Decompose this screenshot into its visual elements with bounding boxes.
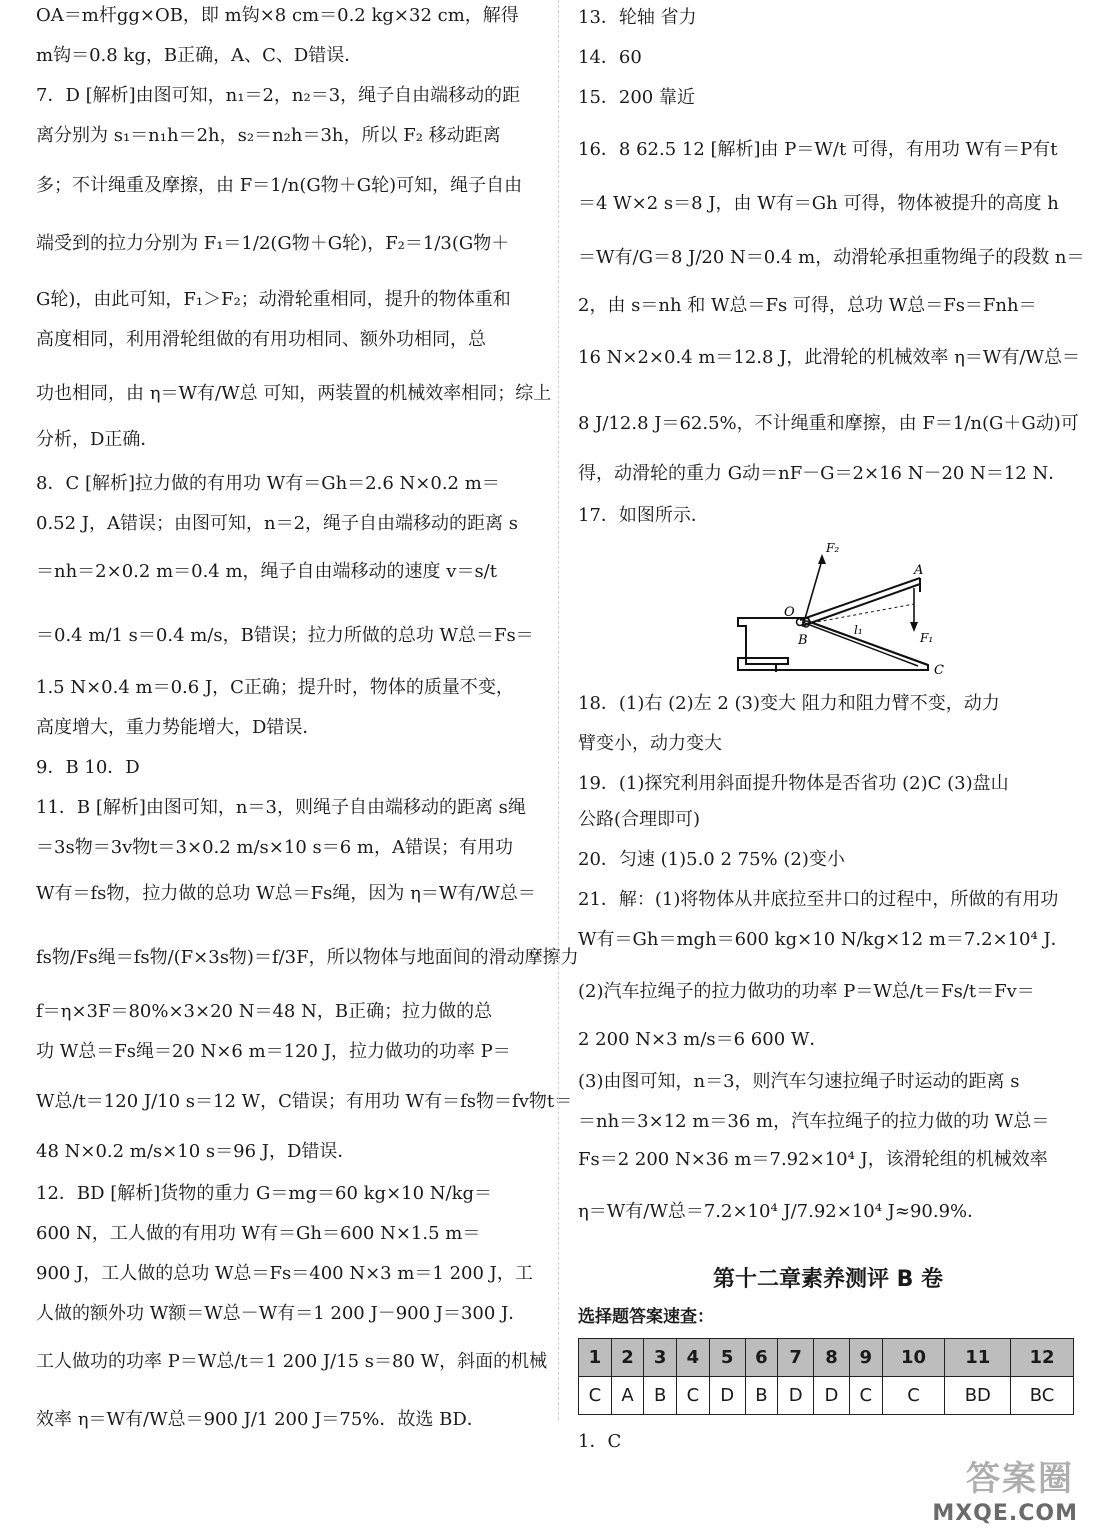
answer-cell: C — [849, 1377, 882, 1415]
text-line: ＝nh＝2×0.2 m＝0.4 m，绳子自由端移动的速度 v＝s/t — [36, 561, 497, 582]
question-number-cell: 7 — [778, 1339, 814, 1377]
text-line: 20．匀速 (1)5.0 2 75% (2)变小 — [578, 849, 845, 870]
text-line: 功 W总＝Fs绳＝20 N×6 m＝120 J，拉力做功的功率 P＝ — [36, 1041, 511, 1062]
question-number-cell: 2 — [611, 1339, 644, 1377]
text-line: 2 200 N×3 m/s＝6 600 W． — [578, 1029, 828, 1050]
text-line: 14．60 — [578, 47, 642, 68]
question-number-cell: 6 — [745, 1339, 778, 1377]
question-number-cell: 11 — [945, 1339, 1011, 1377]
text-line: G轮)，由此可知，F₁＞F₂；动滑轮重相同，提升的物体重和 — [36, 289, 511, 310]
text-line: 15．200 靠近 — [578, 87, 695, 108]
label-f1: F₁ — [920, 631, 934, 645]
text-line: 8．C [解析]拉力做的有用功 W有＝Gh＝2.6 N×0.2 m＝ — [36, 473, 500, 494]
text-line: 2，由 s＝nh 和 W总＝Fs 可得，总功 W总＝Fs＝Fnh＝ — [578, 295, 1037, 316]
label-c: C — [934, 663, 944, 678]
question-number-cell: 9 — [849, 1339, 882, 1377]
text-line: 工人做功的功率 P＝W总/t＝1 200 J/15 s＝80 W，斜面的机械 — [36, 1351, 548, 1372]
text-line: (3)由图可知，n＝3，则汽车匀速拉绳子时运动的距离 s — [578, 1071, 1020, 1092]
text-line: η＝W有/W总＝7.2×10⁴ J/7.92×10⁴ J≈90.9%． — [578, 1201, 986, 1222]
text-line: 多；不计绳重及摩擦，由 F＝1/n(G物＋G轮)可知，绳子自由 — [36, 175, 523, 196]
text-line: 臂变小，动力变大 — [578, 733, 722, 754]
text-line: OA＝m杆gg×OB，即 m钩×8 cm＝0.2 kg×32 cm，解得 — [36, 5, 519, 26]
answer-key-heading: 选择题答案速查： — [578, 1307, 714, 1327]
label-b: B — [798, 633, 808, 648]
question-number-cell: 12 — [1011, 1339, 1074, 1377]
text-line: 高度增大，重力势能增大，D错误． — [36, 717, 321, 738]
text-line: 7．D [解析]由图可知，n₁＝2，n₂＝3，绳子自由端移动的距 — [36, 85, 521, 106]
text-line: 功也相同，由 η＝W有/W总 可知，两装置的机械效率相同；综上 — [36, 383, 552, 404]
text-line: W有＝Gh＝mgh＝600 kg×10 N/kg×12 m＝7.2×10⁴ J． — [578, 929, 1069, 950]
text-line: fs物/Fs绳＝fs物/(F×3s物)＝f/3F，所以物体与地面间的滑动摩擦力 — [36, 947, 579, 968]
answer-cell: D — [814, 1377, 850, 1415]
text-line: ＝nh＝3×12 m＝36 m，汽车拉绳子的拉力做的功 W总＝ — [578, 1111, 1050, 1132]
text-line: 1.5 N×0.4 m＝0.6 J，C正确；提升时，物体的质量不变， — [36, 677, 514, 698]
question-number-cell: 3 — [644, 1339, 677, 1377]
text-line: 16．8 62.5 12 [解析]由 P＝W/t 可得，有用功 W有＝P有t — [578, 139, 1058, 160]
text-line: 13．轮轴 省力 — [578, 7, 697, 28]
answer-cell: A — [611, 1377, 644, 1415]
text-line: f＝η×3F＝80%×3×20 N＝48 N，B正确；拉力做的总 — [36, 1001, 493, 1022]
question-number-cell: 10 — [882, 1339, 945, 1377]
text-line: ＝0.4 m/1 s＝0.4 m/s，B错误；拉力所做的总功 W总＝Fs＝ — [36, 625, 534, 646]
label-a: A — [914, 563, 924, 578]
text-line: 0.52 J，A错误；由图可知，n＝2，绳子自由端移动的距离 s — [36, 513, 519, 534]
answer-cell: C — [882, 1377, 945, 1415]
answer-cell: C — [579, 1377, 612, 1415]
text-line: ＝3s物＝3v物t＝3×0.2 m/s×10 s＝6 m，A错误；有用功 — [36, 837, 513, 858]
column-divider — [558, 0, 559, 1420]
text-line: (2)汽车拉绳子的拉力做功的功率 P＝W总/t＝Fs/t＝Fv＝ — [578, 981, 1035, 1002]
watermark-url: MXQE.COM — [932, 1501, 1078, 1526]
watermark-logo: 答案圈 — [966, 1459, 1074, 1499]
text-line: 11．B [解析]由图可知，n＝3，则绳子自由端移动的距离 s绳 — [36, 797, 526, 818]
text-line: 16 N×2×0.4 m＝12.8 J，此滑轮的机械效率 η＝W有/W总＝ — [578, 347, 1080, 368]
question-number-cell: 1 — [579, 1339, 612, 1377]
text-line: m钩＝0.8 kg，B正确，A、C、D错误． — [36, 45, 363, 66]
text-line: 人做的额外功 W额＝W总－W有＝1 200 J－900 J＝300 J． — [36, 1303, 527, 1324]
text-line: 600 N，工人做的有用功 W有＝Gh＝600 N×1.5 m＝ — [36, 1223, 481, 1244]
label-f2: F₂ — [826, 541, 840, 555]
text-line: 8 J/12.8 J＝62.5%，不计绳重和摩擦，由 F＝1/n(G＋G动)可 — [578, 413, 1079, 434]
text-line: ＝4 W×2 s＝8 J，由 W有＝Gh 可得，物体被提升的高度 h — [578, 193, 1059, 214]
answer-cell: B — [644, 1377, 677, 1415]
text-line: W有＝fs物，拉力做的总功 W总＝Fs绳，因为 η＝W有/W总＝ — [36, 883, 536, 904]
answer-cell: D — [709, 1377, 745, 1415]
text-line: 21．解：(1)将物体从井底拉至井口的过程中，所做的有用功 — [578, 889, 1059, 910]
text-line: 12．BD [解析]货物的重力 G＝mg＝60 kg×10 N/kg＝ — [36, 1183, 493, 1204]
text-line: 19．(1)探究利用斜面提升物体是否省功 (2)C (3)盘山 — [578, 773, 1009, 794]
label-l1: l₁ — [854, 623, 863, 637]
text-line: 48 N×0.2 m/s×10 s＝96 J，D错误． — [36, 1141, 356, 1162]
section-title: 第十二章素养测评 B 卷 — [712, 1267, 944, 1292]
answer-cell: D — [778, 1377, 814, 1415]
lever-diagram — [728, 540, 958, 680]
question-number-cell: 8 — [814, 1339, 850, 1377]
answer-cell: C — [676, 1377, 709, 1415]
answer-cell: B — [745, 1377, 778, 1415]
text-line: 9．B 10．D — [36, 757, 140, 778]
answer-table — [578, 1338, 1074, 1415]
answer-line-1: 1．C — [578, 1431, 622, 1452]
label-o: O — [784, 605, 795, 620]
answer-cell: BD — [945, 1377, 1011, 1415]
text-line: 900 J，工人做的总功 W总＝Fs＝400 N×3 m＝1 200 J，工 — [36, 1263, 533, 1284]
text-line: 高度相同，利用滑轮组做的有用功相同、额外功相同，总 — [36, 329, 486, 350]
text-line: Fs＝2 200 N×36 m＝7.92×10⁴ J，该滑轮组的机械效率 — [578, 1149, 1048, 1170]
text-line: W总/t＝120 J/10 s＝12 W，C错误；有用功 W有＝fs物＝fv物t＝ — [36, 1091, 573, 1112]
text-line: 得，动滑轮的重力 G动＝nF－G＝2×16 N－20 N＝12 N． — [578, 463, 1067, 484]
answer-table-header-row — [579, 1339, 1074, 1377]
answer-cell: BC — [1011, 1377, 1074, 1415]
text-line: 公路(合理即可) — [578, 809, 701, 830]
text-line: 18．(1)右 (2)左 2 (3)变大 阻力和阻力臂不变，动力 — [578, 693, 1000, 714]
text-line: 端受到的拉力分别为 F₁＝1/2(G物＋G轮)，F₂＝1/3(G物＋ — [36, 233, 510, 254]
text-line: ＝W有/G＝8 J/20 N＝0.4 m，动滑轮承担重物绳子的段数 n＝ — [578, 247, 1085, 268]
text-line: 分析，D正确． — [36, 429, 159, 450]
question-number-cell: 5 — [709, 1339, 745, 1377]
text-line: 效率 η＝W有/W总＝900 J/1 200 J＝75%．故选 BD． — [36, 1409, 485, 1430]
answer-table-answer-row — [579, 1377, 1074, 1415]
text-line: 17．如图所示． — [578, 505, 709, 526]
text-line: 离分别为 s₁＝n₁h＝2h，s₂＝n₂h＝3h，所以 F₂ 移动距离 — [36, 125, 501, 146]
question-number-cell: 4 — [676, 1339, 709, 1377]
